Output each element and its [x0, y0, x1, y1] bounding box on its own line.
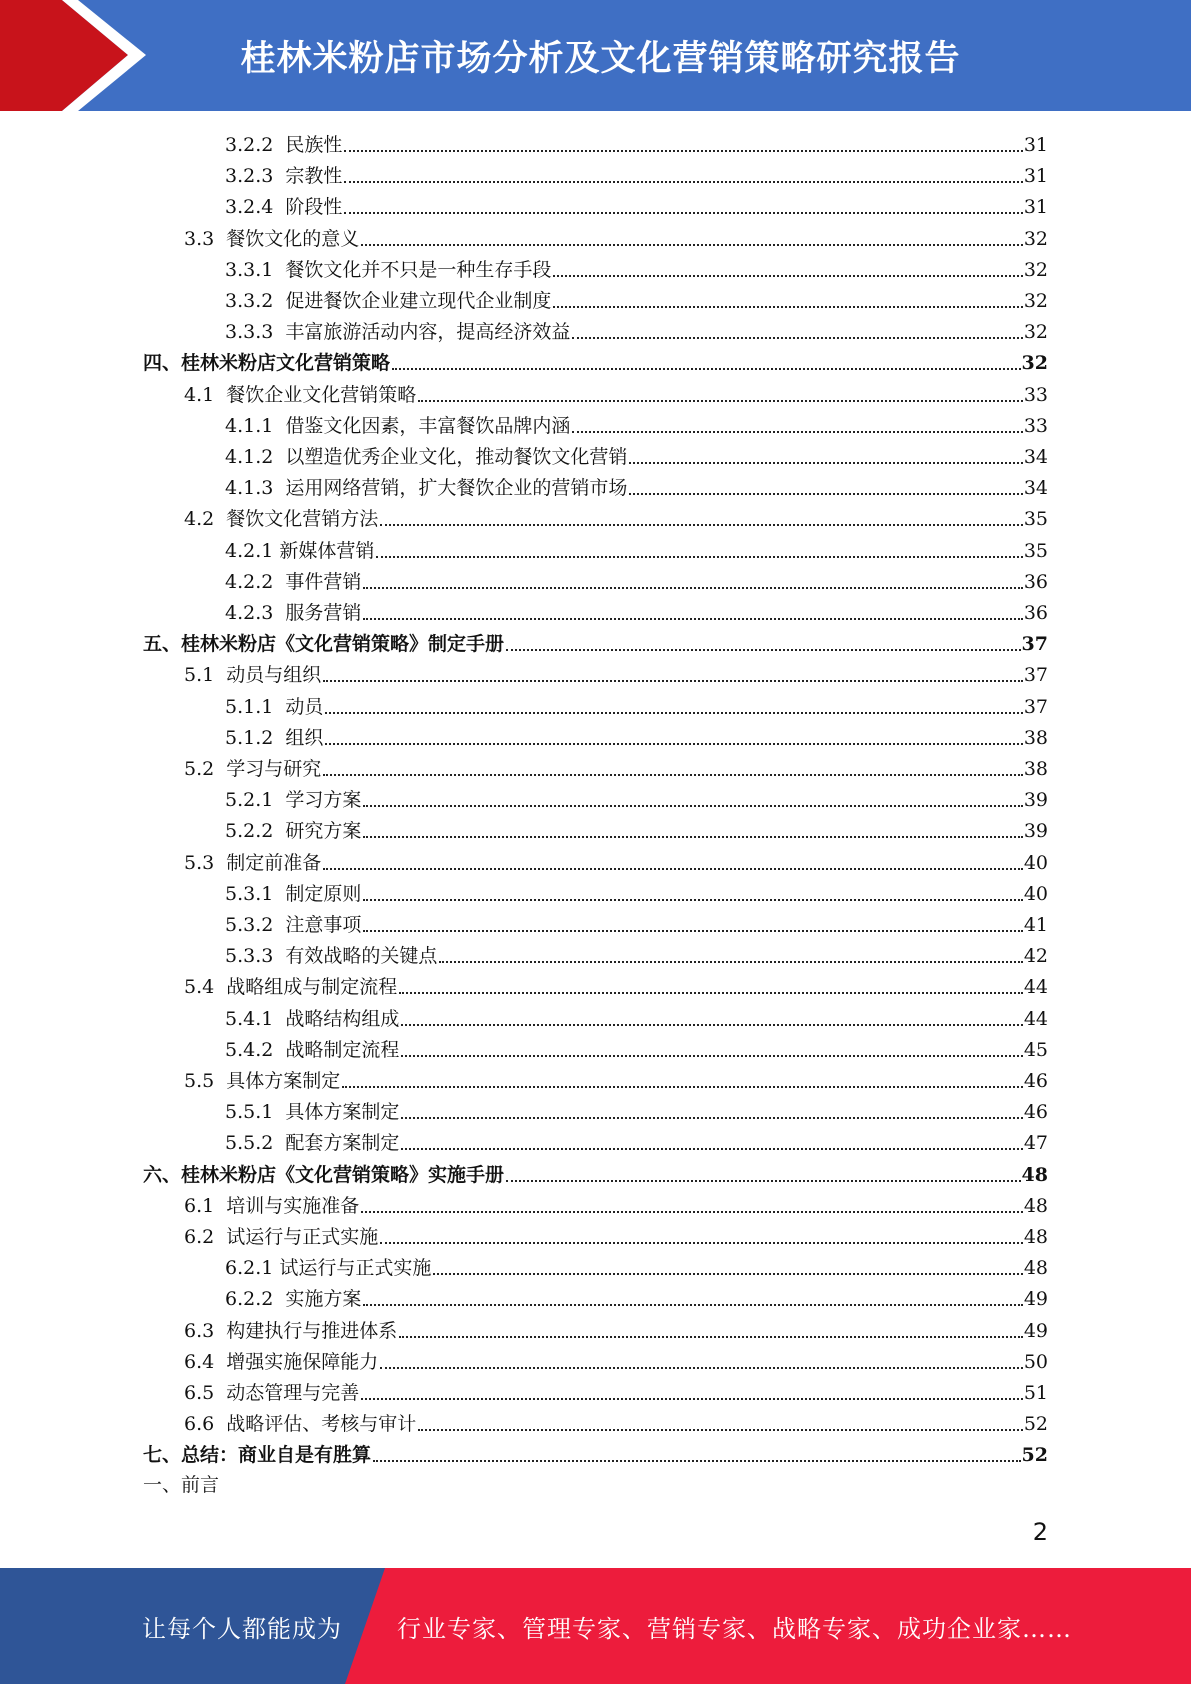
toc-dot-leader — [344, 180, 1022, 183]
toc-entry-label: 3.2.3 宗教性 — [225, 165, 343, 188]
toc-dot-leader — [323, 679, 1023, 682]
toc-dot-leader — [342, 1085, 1023, 1088]
toc-entry-label: 5.5.2 配套方案制定 — [225, 1132, 400, 1155]
toc-entry-label: 3.3.1 餐饮文化并不只是一种生存手段 — [225, 258, 552, 281]
toc-entry[interactable] — [225, 314, 1048, 345]
toc-entry-page: 46 — [1023, 1101, 1048, 1124]
toc-dot-leader — [399, 1335, 1023, 1338]
toc-dot-leader — [363, 929, 1022, 932]
toc-entry[interactable] — [225, 876, 1048, 907]
toc-dot-leader — [361, 243, 1023, 246]
toc-entry-label: 6.4 增强实施保障能力 — [184, 1350, 379, 1373]
toc-entry[interactable] — [225, 1281, 1048, 1312]
toc-entry[interactable] — [225, 907, 1048, 938]
toc-entry-page: 37 — [1023, 695, 1048, 718]
toc-entry[interactable] — [184, 657, 1048, 688]
toc-entry-label: 3.2.4 阶段性 — [225, 196, 343, 219]
toc-entry[interactable] — [225, 720, 1048, 751]
toc-entry[interactable] — [225, 782, 1048, 813]
toc-entry-page: 34 — [1023, 446, 1048, 468]
toc-entry[interactable] — [184, 1313, 1048, 1344]
toc-entry-page: 33 — [1023, 383, 1048, 406]
toc-entry-page: 36 — [1023, 570, 1048, 593]
toc-entry-label: 3.3.3 丰富旅游活动内容，提高经济效益 — [225, 321, 571, 344]
footer-slogan-left: 让每个人都能成为 — [142, 1614, 342, 1643]
toc-entry[interactable] — [184, 1188, 1048, 1219]
toc-entry[interactable] — [225, 595, 1048, 626]
toc-entry-page: 32 — [1023, 321, 1048, 344]
toc-entry-page: 48 — [1021, 1163, 1048, 1186]
toc-dot-leader — [373, 1459, 1021, 1462]
toc-dot-leader — [553, 305, 1022, 308]
toc-entry-page: 52 — [1023, 1413, 1048, 1436]
toc-entry-label: 4.1.1 借鉴文化因素，丰富餐饮品牌内涵 — [225, 414, 571, 437]
toc-dot-leader — [418, 399, 1023, 402]
toc-entry-label: 四、桂林米粉店文化营销策略 — [143, 352, 391, 375]
toc-entry-label: 5.2.1 学习方案 — [225, 789, 362, 812]
toc-entry[interactable] — [225, 564, 1048, 595]
toc-dot-leader — [363, 835, 1022, 838]
toc-entry-page: 42 — [1023, 945, 1048, 968]
toc-dot-leader — [629, 492, 1022, 495]
toc-entry[interactable] — [184, 969, 1048, 1000]
toc-entry-page: 31 — [1023, 134, 1048, 156]
toc-entry-label: 6.2.2 实施方案 — [225, 1288, 362, 1311]
toc-entry-label: 6.3 构建执行与推进体系 — [184, 1319, 398, 1342]
toc-entry-page: 49 — [1023, 1319, 1048, 1342]
toc-entry-label: 七、总结：商业自是有胜算 — [143, 1444, 372, 1467]
toc-dot-leader — [344, 149, 1022, 152]
toc-dot-leader — [380, 1241, 1023, 1244]
toc-entry[interactable] — [143, 1437, 1048, 1468]
document-title: 桂林米粉店市场分析及文化营销策略研究报告 — [240, 38, 961, 79]
toc-entry[interactable] — [225, 1094, 1048, 1125]
toc-entry-page: 48 — [1023, 1257, 1048, 1280]
toc-entry-label: 5.1 动员与组织 — [184, 664, 322, 687]
toc-entry[interactable] — [225, 533, 1048, 564]
toc-dot-leader — [361, 1397, 1023, 1400]
toc-entry[interactable] — [184, 377, 1048, 408]
toc-entry-page: 46 — [1023, 1070, 1048, 1092]
toc-entry-page: 36 — [1023, 602, 1048, 624]
toc-entry[interactable] — [184, 845, 1048, 876]
toc-dot-leader — [361, 1210, 1023, 1213]
toc-entry[interactable] — [143, 626, 1048, 657]
toc-entry-page: 51 — [1023, 1382, 1048, 1404]
toc-entry[interactable] — [225, 938, 1048, 969]
toc-dot-leader — [418, 1428, 1023, 1431]
toc-entry-page: 31 — [1023, 165, 1048, 188]
toc-entry-label: 6.2 试运行与正式实施 — [184, 1226, 379, 1248]
toc-entry[interactable] — [225, 1250, 1048, 1281]
toc-entry-label: 5.4.2 战略制定流程 — [225, 1038, 400, 1061]
toc-entry-label: 5.5 具体方案制定 — [184, 1070, 341, 1092]
toc-entry-page: 48 — [1023, 1226, 1048, 1248]
toc-entry-label: 6.2.1 试运行与正式实施 — [225, 1257, 432, 1280]
toc-entry-page: 37 — [1021, 633, 1048, 656]
toc-entry[interactable] — [184, 1219, 1048, 1250]
toc-entry-label: 6.6 战略评估、考核与审计 — [184, 1413, 417, 1436]
toc-dot-leader — [629, 461, 1022, 464]
toc-dot-leader — [553, 274, 1022, 277]
toc-entry-page: 48 — [1023, 1194, 1048, 1217]
toc-entry-page: 44 — [1023, 976, 1048, 999]
toc-dot-leader — [401, 1147, 1022, 1150]
toc-entry[interactable] — [225, 408, 1048, 439]
toc-entry-label: 5.4.1 战略结构组成 — [225, 1007, 400, 1030]
toc-entry-label: 5.2.2 研究方案 — [225, 820, 362, 843]
toc-dot-leader — [392, 367, 1021, 370]
toc-dot-leader — [433, 1272, 1022, 1275]
toc-entry[interactable] — [225, 189, 1048, 220]
toc-dot-leader — [325, 742, 1022, 745]
toc-entry-label: 6.5 动态管理与完善 — [184, 1382, 360, 1404]
toc-dot-leader — [325, 711, 1022, 714]
toc-entry-label: 5.5.1 具体方案制定 — [225, 1101, 400, 1124]
toc-entry[interactable] — [225, 1125, 1048, 1156]
toc-entry-label: 4.1.2 以塑造优秀企业文化，推动餐饮文化营销 — [225, 446, 628, 468]
page-footer — [0, 1568, 1191, 1684]
section-heading-preface: 一、前言 — [143, 1474, 220, 1496]
toc-entry-label: 4.2.3 服务营销 — [225, 602, 362, 624]
page-header — [0, 0, 1191, 111]
toc-entry[interactable] — [184, 501, 1048, 532]
toc-entry-page: 32 — [1023, 227, 1048, 250]
toc-entry-label: 4.1 餐饮企业文化营销策略 — [184, 383, 417, 406]
toc-entry-label: 4.2 餐饮文化营销方法 — [184, 508, 379, 531]
toc-entry-label: 六、桂林米粉店《文化营销策略》实施手册 — [143, 1163, 505, 1186]
toc-entry-page: 40 — [1023, 851, 1048, 874]
toc-entry[interactable] — [143, 345, 1048, 376]
toc-entry-page: 44 — [1023, 1007, 1048, 1030]
toc-entry-page: 37 — [1023, 664, 1048, 687]
toc-entry[interactable] — [184, 221, 1048, 252]
toc-entry-label: 6.1 培训与实施准备 — [184, 1194, 360, 1217]
toc-entry-page: 32 — [1023, 290, 1048, 312]
toc-entry-page: 39 — [1023, 820, 1048, 843]
toc-dot-leader — [363, 617, 1022, 620]
toc-entry-page: 38 — [1023, 726, 1048, 749]
toc-entry-page: 41 — [1023, 914, 1048, 936]
toc-dot-leader — [439, 960, 1022, 963]
toc-dot-leader — [506, 1179, 1021, 1182]
toc-entry[interactable] — [184, 751, 1048, 782]
toc-dot-leader — [572, 430, 1022, 433]
toc-entry-label: 5.3.3 有效战略的关键点 — [225, 945, 438, 968]
toc-entry-label: 3.2.2 民族性 — [225, 134, 343, 156]
toc-entry-label: 3.3 餐饮文化的意义 — [184, 227, 360, 250]
toc-entry-page: 33 — [1023, 414, 1048, 437]
toc-entry-label: 5.3 制定前准备 — [184, 851, 322, 874]
toc-entry[interactable] — [225, 1032, 1048, 1063]
toc-entry[interactable] — [225, 252, 1048, 283]
toc-entry-page: 52 — [1021, 1444, 1048, 1467]
toc-entry-page: 49 — [1023, 1288, 1048, 1311]
toc-entry-page: 35 — [1023, 539, 1048, 562]
toc-entry-label: 4.1.3 运用网络营销，扩大餐饮企业的营销市场 — [225, 477, 628, 500]
toc-entry-label: 5.1.1 动员 — [225, 695, 324, 718]
toc-entry-label: 5.2 学习与研究 — [184, 758, 322, 780]
toc-entry[interactable] — [184, 1406, 1048, 1437]
toc-entry-label: 4.2.1 新媒体营销 — [225, 539, 375, 562]
toc-entry-page: 35 — [1023, 508, 1048, 531]
toc-dot-leader — [380, 1366, 1023, 1369]
toc-dot-leader — [401, 1023, 1022, 1026]
toc-entry-page: 31 — [1023, 196, 1048, 219]
toc-entry[interactable] — [184, 1375, 1048, 1406]
toc-entry-page: 39 — [1023, 789, 1048, 812]
toc-dot-leader — [401, 1054, 1022, 1057]
toc-dot-leader — [363, 1303, 1022, 1306]
toc-entry-page: 34 — [1023, 477, 1048, 500]
toc-entry-page: 40 — [1023, 882, 1048, 905]
toc-entry[interactable] — [184, 1063, 1048, 1094]
toc-entry[interactable] — [225, 283, 1048, 314]
toc-entry[interactable] — [225, 470, 1048, 501]
toc-entry-page: 47 — [1023, 1132, 1048, 1155]
toc-dot-leader — [323, 773, 1023, 776]
toc-dot-leader — [363, 804, 1022, 807]
toc-entry-label: 5.4 战略组成与制定流程 — [184, 976, 398, 999]
toc-entry-label: 五、桂林米粉店《文化营销策略》制定手册 — [143, 633, 505, 656]
toc-entry[interactable] — [184, 1344, 1048, 1375]
toc-entry[interactable] — [225, 127, 1048, 158]
toc-dot-leader — [399, 991, 1023, 994]
toc-entry-label: 4.2.2 事件营销 — [225, 570, 362, 593]
toc-entry-page: 38 — [1023, 758, 1048, 780]
toc-entry-page: 32 — [1023, 258, 1048, 281]
toc-entry[interactable] — [225, 689, 1048, 720]
toc-dot-leader — [506, 648, 1021, 651]
toc-entry[interactable] — [225, 158, 1048, 189]
toc-entry-label: 5.1.2 组织 — [225, 726, 324, 749]
toc-dot-leader — [363, 898, 1022, 901]
toc-entry[interactable] — [225, 439, 1048, 470]
toc-dot-leader — [572, 336, 1022, 339]
toc-entry-page: 32 — [1021, 352, 1048, 375]
toc-entry-page: 45 — [1023, 1038, 1048, 1061]
toc-dot-leader — [376, 555, 1022, 558]
toc-entry[interactable] — [225, 1001, 1048, 1032]
page-number: 2 — [1032, 1518, 1048, 1546]
toc-dot-leader — [344, 211, 1022, 214]
toc-entry[interactable] — [225, 813, 1048, 844]
toc-entry-label: 3.3.2 促进餐饮企业建立现代企业制度 — [225, 290, 552, 312]
toc-dot-leader — [401, 1116, 1022, 1119]
toc-dot-leader — [380, 523, 1023, 526]
toc-entry-page: 50 — [1023, 1350, 1048, 1373]
toc-entry-label: 5.3.2 注意事项 — [225, 914, 362, 936]
toc-dot-leader — [323, 867, 1023, 870]
footer-slogan-right: 行业专家、管理专家、营销专家、战略专家、成功企业家…… — [397, 1614, 1072, 1643]
toc-dot-leader — [363, 586, 1022, 589]
toc-entry[interactable] — [143, 1157, 1048, 1188]
toc-entry-label: 5.3.1 制定原则 — [225, 882, 362, 905]
